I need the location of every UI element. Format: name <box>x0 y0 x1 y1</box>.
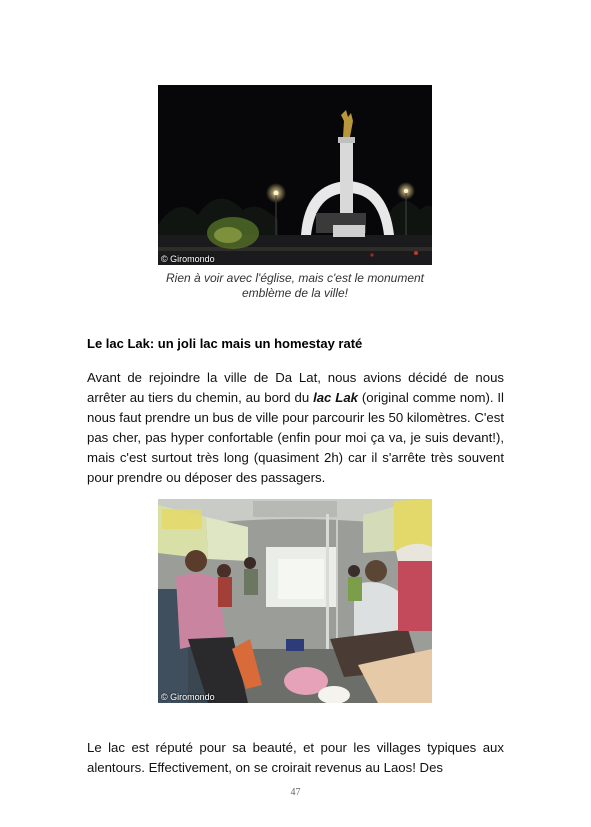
bus-interior-photo <box>158 499 432 703</box>
section-heading: Le lac Lak: un joli lac mais un homestay raté <box>87 336 363 351</box>
page-number: 47 <box>290 787 301 798</box>
bus-interior-illustration <box>158 499 432 703</box>
monument-illustration <box>158 85 432 265</box>
photo-caption: Rien à voir avec l'église, mais c'est le monument emblème de la ville! <box>165 271 425 300</box>
body-paragraph <box>87 368 504 488</box>
paragraph-text-end: (original comme nom). Il nous faut prendre un bus de ville pour parcourir les 50 kilomètres. C'est pas cher, pas hyper confortable (enfin pour moi ça va, je suis devant!), mais c'est surtout très long (quasiment 2h) car il s'arrête très souvent pour prendre ou déposer des passagers. <box>87 390 504 485</box>
body-paragraph: Le lac est réputé pour sa beauté, et pour les villages typiques aux alentours. Effectivement, on se croirait revenus au Laos! Des <box>87 740 504 775</box>
monument-photo <box>158 85 432 265</box>
paragraph-text-start: Avant de rejoindre la ville de Da Lat, nous avions décidé de nous arrêter au tiers du chemin, au bord du <box>87 370 504 405</box>
photo-credit: © Giromondo <box>161 254 215 264</box>
photo-credit: © Giromondo <box>161 692 215 702</box>
place-name-emphasis: lac Lak <box>313 390 359 405</box>
